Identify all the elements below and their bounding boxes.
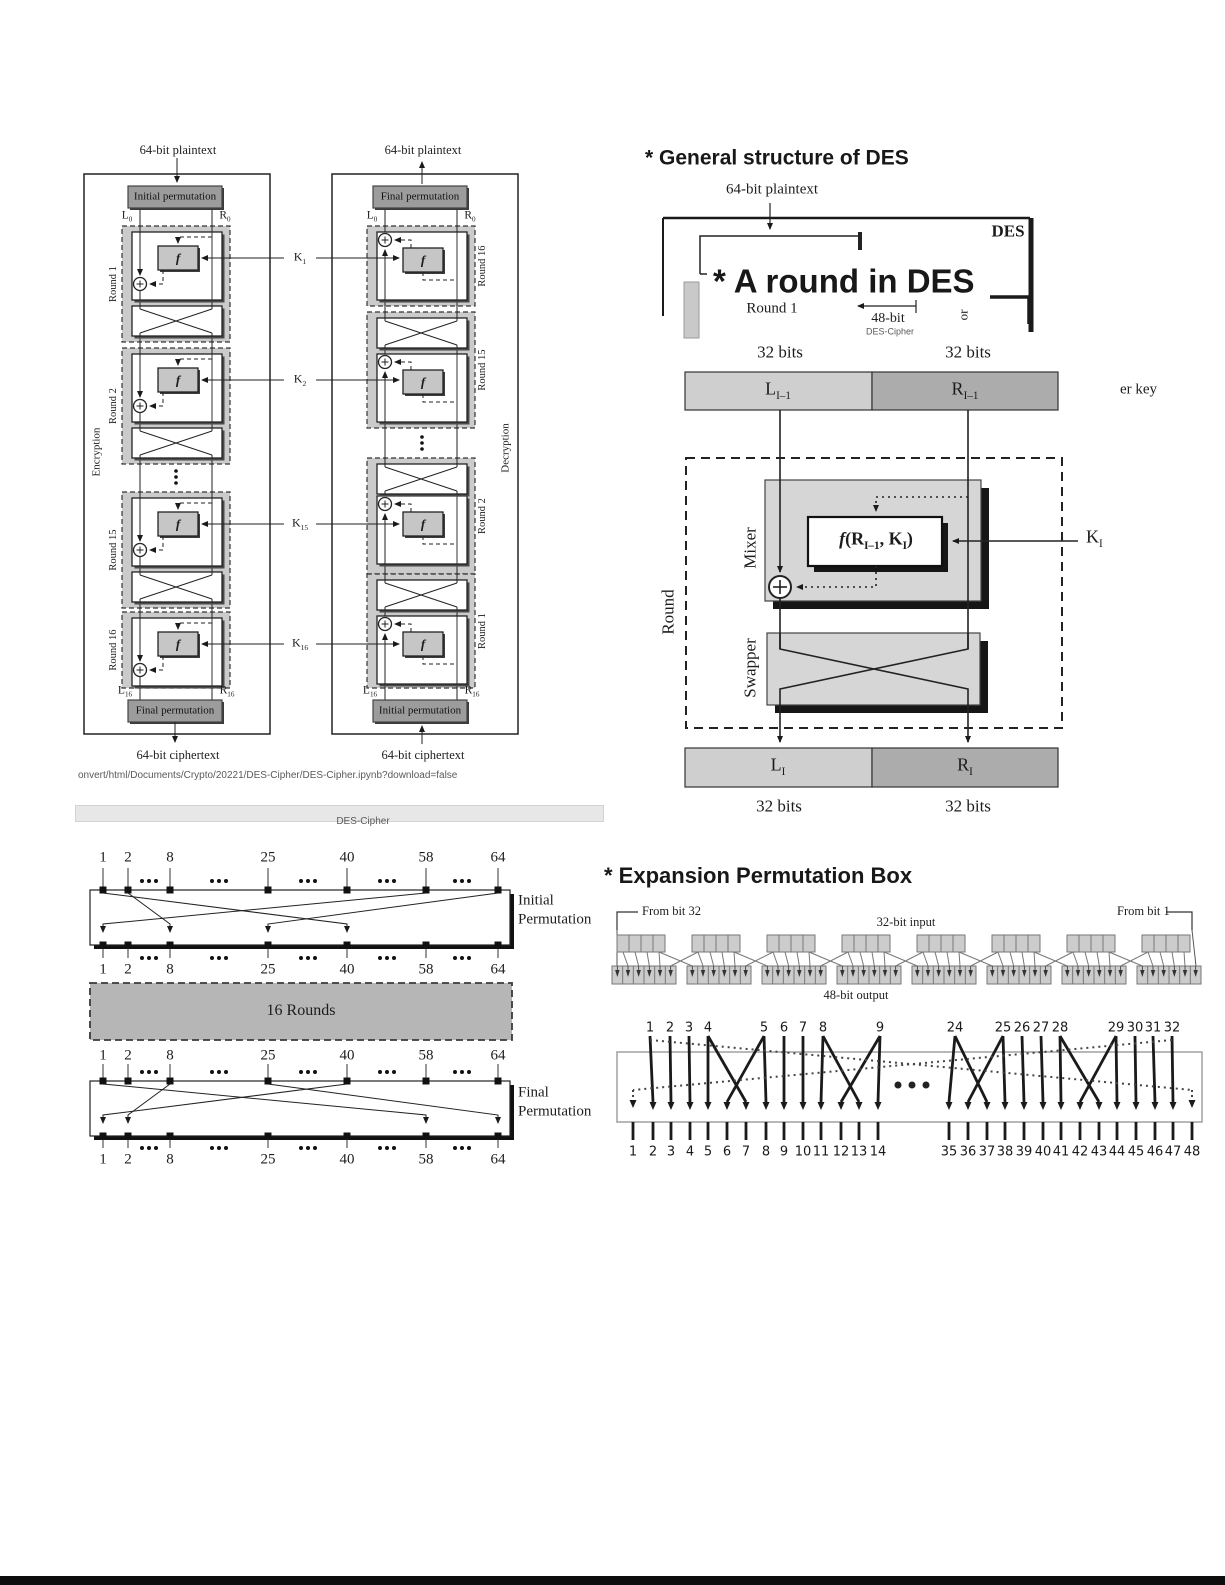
bit-number: 8 — [166, 849, 174, 866]
bit-number: 64 — [490, 849, 506, 866]
f-function-label: f — [420, 374, 426, 390]
bit-number: 2 — [124, 961, 132, 978]
r16-label: $R_{16}$ — [464, 684, 480, 699]
general-structure-heading: * General structure of DES — [645, 146, 909, 170]
expansion-output-bit: 40 — [1034, 1144, 1052, 1160]
r-out-label: $R_I$ — [957, 754, 973, 779]
f-function-label: f — [420, 252, 426, 268]
bottom-border-bar — [0, 1576, 1225, 1585]
f-function-box-label: $f(R_{I-1}$, $K_I$) — [839, 528, 913, 553]
plaintext-label-enc: 64-bit plaintext — [139, 142, 217, 157]
output-48bit-label: 48-bit output — [823, 987, 889, 1002]
bit-number: 2 — [124, 1151, 132, 1168]
expansion-input-bit: 9 — [875, 1020, 885, 1036]
expansion-output-bit: 8 — [761, 1144, 771, 1160]
final-permutation-label: Final permutation — [135, 704, 215, 717]
expansion-output-bit: 36 — [959, 1144, 977, 1160]
er-key-fragment: er key — [1120, 381, 1158, 398]
expansion-output-bit: 44 — [1108, 1144, 1126, 1160]
ciphertext-label-enc: 64-bit ciphertext — [136, 747, 220, 762]
r16-label: $R_{16}$ — [219, 684, 235, 699]
expansion-input-bit: 28 — [1051, 1020, 1069, 1036]
expansion-output-bit: 35 — [940, 1144, 958, 1160]
from-bit-1-label: From bit 1 — [1117, 903, 1170, 918]
initial-permutation-caption: Permutation — [518, 911, 592, 928]
des-cipher-watermark: DES-Cipher — [336, 816, 390, 827]
expansion-input-bit: 29 — [1107, 1020, 1125, 1036]
expansion-output-bit: 9 — [779, 1144, 789, 1160]
bit-number: 40 — [339, 1151, 355, 1168]
dec-round15-label: Round 15 — [476, 349, 488, 391]
f-function-label: f — [420, 636, 426, 652]
bits32-label: 32 bits — [945, 796, 991, 816]
bits32-label: 32 bits — [945, 342, 991, 362]
expansion-output-bit: 37 — [978, 1144, 996, 1160]
expansion-output-bit: 12 — [832, 1144, 850, 1160]
l16-label: $L_{16}$ — [117, 684, 133, 699]
initial-permutation-label: Initial permutation — [133, 190, 217, 203]
dec-round1-label: Round 1 — [476, 613, 488, 649]
expansion-output-bit: 39 — [1015, 1144, 1033, 1160]
bits48-label: 48-bit — [871, 311, 905, 326]
expansion-output-bit: 7 — [741, 1144, 751, 1160]
initial-permutation-caption: Initial — [518, 892, 554, 909]
r0-label: $R_0$ — [464, 209, 476, 224]
expansion-output-bit: 6 — [722, 1144, 732, 1160]
bit-number: 25 — [260, 1047, 276, 1064]
plaintext-label: 64-bit plaintext — [725, 181, 819, 198]
expansion-input-bit: 5 — [759, 1020, 769, 1036]
swapper-side-label: Swapper — [740, 638, 760, 698]
encryption-label: Encryption — [90, 427, 103, 477]
expansion-output-bit: 42 — [1071, 1144, 1089, 1160]
a-round-in-des-heading: * A round in DES — [713, 262, 975, 300]
f-function-label: f — [420, 516, 426, 532]
r0-label: $R_0$ — [219, 209, 231, 224]
k16-label: $K_{16}$ — [289, 637, 311, 652]
bit-number: 25 — [260, 1151, 276, 1168]
final-permutation-label: Final permutation — [380, 190, 460, 203]
expansion-output-bit: 43 — [1090, 1144, 1108, 1160]
l16-label: $L_{16}$ — [362, 684, 378, 699]
expansion-input-bit: 24 — [946, 1020, 964, 1036]
dec-round16-label: Round 16 — [476, 245, 488, 287]
expansion-output-bit: 14 — [869, 1144, 887, 1160]
des-structure-figure — [84, 158, 518, 744]
initial-permutation-label: Initial permutation — [378, 704, 462, 717]
expansion-output-bit: 13 — [850, 1144, 868, 1160]
expansion-input-bit: 30 — [1126, 1020, 1144, 1036]
expansion-output-bit: 5 — [703, 1144, 713, 1160]
f-function-label: f — [175, 372, 181, 388]
bit-number: 1 — [99, 1047, 107, 1064]
expansion-output-bit: 46 — [1146, 1144, 1164, 1160]
ciphertext-label-dec: 64-bit ciphertext — [381, 747, 465, 762]
round1-fragment: Round 1 — [746, 300, 798, 317]
bit-number: 25 — [260, 961, 276, 978]
decryption-label: Decryption — [499, 423, 512, 473]
expansion-input-bit: 6 — [779, 1020, 789, 1036]
des-cipher-watermark: DES-Cipher — [865, 326, 915, 337]
expansion-input-bit: 4 — [703, 1020, 713, 1036]
expansion-input-bit: 25 — [994, 1020, 1012, 1036]
bit-number: 8 — [166, 1047, 174, 1064]
expansion-input-bit: 31 — [1144, 1020, 1162, 1036]
bit-number: 40 — [339, 1047, 355, 1064]
expansion-output-bit: 48 — [1183, 1144, 1201, 1160]
bit-number: 40 — [339, 961, 355, 978]
bits32-label: 32 bits — [756, 796, 802, 816]
bit-number: 58 — [418, 961, 434, 978]
bit-number: 8 — [166, 1151, 174, 1168]
enc-round15-label: Round 15 — [107, 529, 119, 571]
expansion-input-bit: 7 — [798, 1020, 808, 1036]
l-out-label: $L_I$ — [770, 754, 786, 779]
enc-round1-label: Round 1 — [107, 266, 119, 302]
plaintext-label-dec: 64-bit plaintext — [384, 142, 462, 157]
final-permutation-caption: Final — [518, 1084, 549, 1101]
bit-number: 1 — [99, 961, 107, 978]
round-side-label: Round — [658, 589, 678, 635]
expansion-output-bit: 4 — [685, 1144, 695, 1160]
bit-number: 64 — [490, 961, 506, 978]
r-prev-label: $R_{I-1}$ — [951, 378, 979, 403]
bit-number: 2 — [124, 1047, 132, 1064]
bit-number: 58 — [418, 1047, 434, 1064]
expansion-input-bit: 26 — [1013, 1020, 1031, 1036]
expansion-output-bit: 41 — [1052, 1144, 1070, 1160]
l-prev-label: $L_{I-1}$ — [765, 378, 791, 403]
bit-number: 40 — [339, 849, 355, 866]
final-permutation-caption: Permutation — [518, 1103, 592, 1120]
bit-number: 58 — [418, 849, 434, 866]
expansion-output-bit: 1 — [628, 1144, 638, 1160]
expansion-output-bit: 11 — [812, 1144, 830, 1160]
expansion-input-bit: 2 — [665, 1020, 675, 1036]
bit-number: 2 — [124, 849, 132, 866]
l0-label: $L_0$ — [121, 209, 133, 224]
expansion-output-bit: 10 — [794, 1144, 812, 1160]
des-corner-label: DES — [991, 221, 1025, 241]
expansion-output-bit: 47 — [1164, 1144, 1182, 1160]
ki-label: $K_I$ — [1086, 526, 1103, 551]
k2-label: $K_2$ — [291, 373, 309, 388]
bit-number: 1 — [99, 849, 107, 866]
url-fragment: onvert/html/Documents/Crypto/20221/DES-Cipher/DES-Cipher.ipynb?download=false — [78, 770, 458, 781]
bit-number: 8 — [166, 961, 174, 978]
expansion-output-bit: 3 — [666, 1144, 676, 1160]
bit-number: 25 — [260, 849, 276, 866]
bit-number: 64 — [490, 1047, 506, 1064]
input-32bit-label: 32-bit input — [876, 914, 936, 929]
bit-number: 1 — [99, 1151, 107, 1168]
f-function-label: f — [175, 636, 181, 652]
bit-number: 64 — [490, 1151, 506, 1168]
dec-round2-label: Round 2 — [476, 498, 488, 534]
enc-round16-label: Round 16 — [107, 629, 119, 671]
expansion-input-bit: 8 — [818, 1020, 828, 1036]
bits32-label: 32 bits — [757, 342, 803, 362]
from-bit-32-label: From bit 32 — [642, 903, 702, 918]
expansion-input-bit: 3 — [684, 1020, 694, 1036]
or-fragment: or — [955, 309, 971, 321]
f-function-label: f — [175, 250, 181, 266]
expansion-input-bit: 1 — [645, 1020, 655, 1036]
expansion-heading: * Expansion Permutation Box — [604, 863, 913, 888]
expansion-output-bit: 2 — [648, 1144, 658, 1160]
expansion-output-bit: 38 — [996, 1144, 1014, 1160]
mixer-side-label: Mixer — [740, 527, 760, 569]
sixteen-rounds-label: 16 Rounds — [266, 1002, 336, 1019]
f-function-label: f — [175, 516, 181, 532]
expansion-output-bit: 45 — [1127, 1144, 1145, 1160]
k1-label: $K_1$ — [291, 251, 309, 266]
enc-round2-label: Round 2 — [107, 388, 119, 424]
bit-number: 58 — [418, 1151, 434, 1168]
l0-label: $L_0$ — [366, 209, 378, 224]
expansion-input-bit: 32 — [1163, 1020, 1181, 1036]
expansion-input-bit: 27 — [1032, 1020, 1050, 1036]
k15-label: $K_{15}$ — [289, 517, 311, 532]
